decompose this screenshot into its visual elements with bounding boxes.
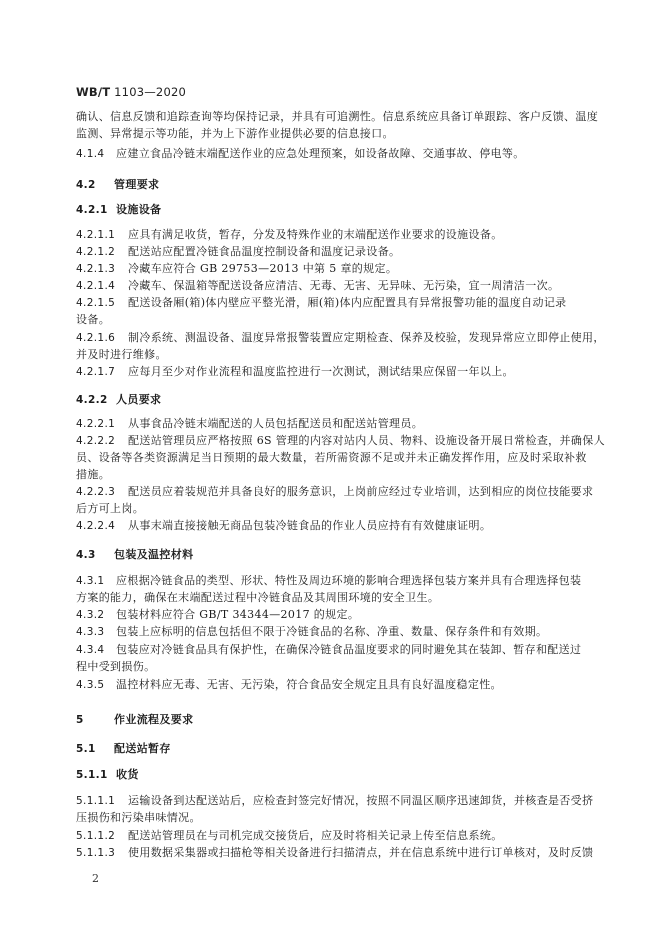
- clause-number: 4.2.1: [76, 204, 108, 216]
- clause-number: 4.2.1.5: [76, 297, 116, 309]
- clause-text: 配送设备厢(箱)体内壁应平整光滑，厢(箱)体内应配置具有异常报警功能的温度自动记录: [128, 296, 567, 309]
- clause-text: 应每月至少对作业流程和温度监控进行一次测试，测试结果应保留一年以上。: [128, 365, 514, 378]
- text-line: [76, 468, 588, 482]
- clause-text: 配送站管理员应严格按照 6S 管理的内容对站内人员、物料、设施设备开展日常检查，并确保人: [128, 434, 605, 447]
- section-heading: [76, 393, 588, 407]
- text-line: [76, 110, 599, 124]
- text-line: [76, 829, 588, 843]
- clause-text: 应根据冷链食品的类型、形状、特性及周边环境的影响合理选择包装方案并具有合理选择包装: [116, 574, 582, 587]
- page-number: 2: [92, 872, 99, 885]
- clause-number: 4.3.2: [76, 609, 105, 621]
- clause-number: 4.3.5: [76, 679, 105, 691]
- clause-number: 4.2.2.3: [76, 486, 116, 498]
- clause-number: 4.2.2.1: [76, 418, 116, 430]
- text-line: [76, 331, 605, 345]
- clause-number: 4.2.1.4: [76, 280, 116, 292]
- clause-number: 5.1.1.1: [76, 795, 116, 807]
- clause-number: 4.3: [76, 549, 96, 561]
- text-line: [76, 574, 588, 588]
- section-heading: [76, 178, 588, 192]
- text-line: [76, 296, 588, 310]
- clause-text: 配送站管理员在与司机完成交接货后，应及时将相关记录上传至信息系统。: [128, 829, 503, 842]
- clause-number: 4.3.3: [76, 626, 105, 638]
- text-line: [76, 678, 588, 692]
- clause-text: 包装材料应符合 GB/T 34344—2017 的规定。: [116, 608, 360, 621]
- section-heading: [76, 742, 588, 756]
- clause-text: 应建立食品冷链末端配送作业的应急处理预案，如设备故障、交通事故、停电等。: [116, 147, 525, 160]
- section-heading: [76, 548, 588, 562]
- text-line: [76, 625, 588, 639]
- clause-text: 方案的能力，确保在末端配送过程中冷链食品及其周围环境的安全卫生。: [76, 591, 440, 604]
- text-line: [76, 643, 588, 657]
- clause-text: 温控材料应无毒、无害、无污染，符合食品安全规定且具有良好温度稳定性。: [116, 678, 502, 691]
- clause-number: 4.2.1.7: [76, 366, 116, 378]
- clause-text: 设备。: [76, 313, 111, 326]
- section-heading: [76, 768, 588, 782]
- text-line: [76, 228, 588, 242]
- clause-text: 从事食品冷链末端配送的人员包括配送员和配送站管理员。: [128, 417, 424, 430]
- text-line: [76, 451, 588, 465]
- text-line: [76, 348, 588, 362]
- text-line: [76, 365, 588, 379]
- clause-text: 后方可上岗。: [76, 502, 145, 515]
- text-line: [76, 608, 588, 622]
- text-line: [76, 417, 588, 431]
- clause-text: 人员要求: [116, 393, 162, 406]
- text-line: [76, 485, 594, 499]
- clause-text: 使用数据采集器或扫描枪等相关设备进行扫描清点，并在信息系统中进行订单核对，及时反馈: [128, 846, 594, 859]
- clause-text: 包装上应标明的信息包括但不限于冷链食品的名称、净重、数量、保存条件和有效期。: [116, 625, 548, 638]
- clause-text: 并及时进行维修。: [76, 348, 167, 361]
- clause-text: 作业流程及要求: [114, 713, 194, 726]
- clause-text: 措施。: [76, 468, 111, 481]
- clause-number: 4.2.2: [76, 394, 108, 406]
- clause-text: 运输设备到达配送站后，应检查封签完好情况，按照不同温区顺序迅速卸货，并核查是否受挤: [128, 794, 594, 807]
- clause-text: 确认、信息反馈和追踪查询等均保持记录，并具有可追溯性。信息系统应具备订单跟踪、客户反馈、温度: [76, 110, 599, 123]
- clause-number: 4.2.1.6: [76, 332, 116, 344]
- clause-text: 制冷系统、测温设备、温度异常报警装置应定期检查、保养及校验，发现异常应立即停止使用，: [128, 331, 605, 344]
- clause-number: 5.1.1: [76, 769, 108, 781]
- standard-number: 1103—2020: [114, 85, 186, 99]
- clause-text: 包装及温控材料: [114, 548, 194, 561]
- clause-number: 5.1.1.3: [76, 847, 116, 859]
- clause-text: 管理要求: [114, 178, 160, 191]
- clause-text: 冷藏车、保温箱等配送设备应清洁、无毒、无害、无异味、无污染，宜一周清洁一次。: [128, 279, 560, 292]
- clause-number: 5: [76, 714, 84, 726]
- clause-number: 4.3.1: [76, 575, 105, 587]
- clause-text: 设施设备: [116, 203, 162, 216]
- text-line: [76, 279, 588, 293]
- clause-text: 配送站应配置冷链食品温度控制设备和温度记录设备。: [128, 245, 401, 258]
- clause-number: 4.2.1.1: [76, 229, 116, 241]
- section-heading: [76, 713, 588, 727]
- text-line: [76, 591, 588, 605]
- clause-text: 应具有满足收货，暂存，分发及特殊作业的末端配送作业要求的设施设备。: [128, 228, 503, 241]
- clause-text: 冷藏车应符合 GB 29753—2013 中第 5 章的规定。: [128, 262, 398, 275]
- text-line: [76, 434, 605, 448]
- clause-text: 从事末端直接接触无商品包装冷链食品的作业人员应持有有效健康证明。: [128, 519, 492, 532]
- clause-text: 收货: [116, 768, 139, 781]
- standard-code: WB/T: [76, 85, 111, 99]
- text-line: [76, 147, 588, 161]
- clause-text: 程中受到损伤。: [76, 660, 156, 673]
- clause-text: 配送员应着装规范并具备良好的服务意识，上岗前应经过专业培训，达到相应的岗位技能要求: [128, 485, 594, 498]
- clause-number: 5.1.1.2: [76, 830, 116, 842]
- clause-number: 4.2: [76, 179, 96, 191]
- clause-number: 4.2.2.4: [76, 520, 116, 532]
- clause-text: 员、设备等各类资源满足当日预期的最大数量，若所需资源不足或并未正确发挥作用，应及时采取补救: [76, 451, 587, 464]
- text-line: [76, 502, 588, 516]
- clause-number: 4.2.1.3: [76, 263, 116, 275]
- text-line: [76, 519, 588, 533]
- section-heading: [76, 203, 588, 217]
- text-line: [76, 846, 594, 860]
- clause-text: 配送站暂存: [114, 742, 171, 755]
- clause-number: 5.1: [76, 743, 96, 755]
- clause-number: 4.1.4: [76, 148, 105, 160]
- text-line: [76, 794, 594, 808]
- clause-number: 4.2.1.2: [76, 246, 116, 258]
- text-line: [76, 127, 588, 141]
- text-line: [76, 660, 588, 674]
- text-line: [76, 245, 588, 259]
- clause-text: 包装应对冷链食品具有保护性，在确保冷链食品温度要求的同时避免其在装卸、暂存和配送过: [116, 643, 582, 656]
- standard-header: [76, 85, 186, 99]
- clause-text: 压损伤和污染串味情况。: [76, 811, 201, 824]
- clause-text: 监测、异常提示等功能，并为上下游作业提供必要的信息接口。: [76, 127, 394, 140]
- text-line: [76, 313, 588, 327]
- clause-number: 4.3.4: [76, 644, 105, 656]
- text-line: [76, 262, 588, 276]
- text-line: [76, 811, 588, 825]
- clause-number: 4.2.2.2: [76, 435, 116, 447]
